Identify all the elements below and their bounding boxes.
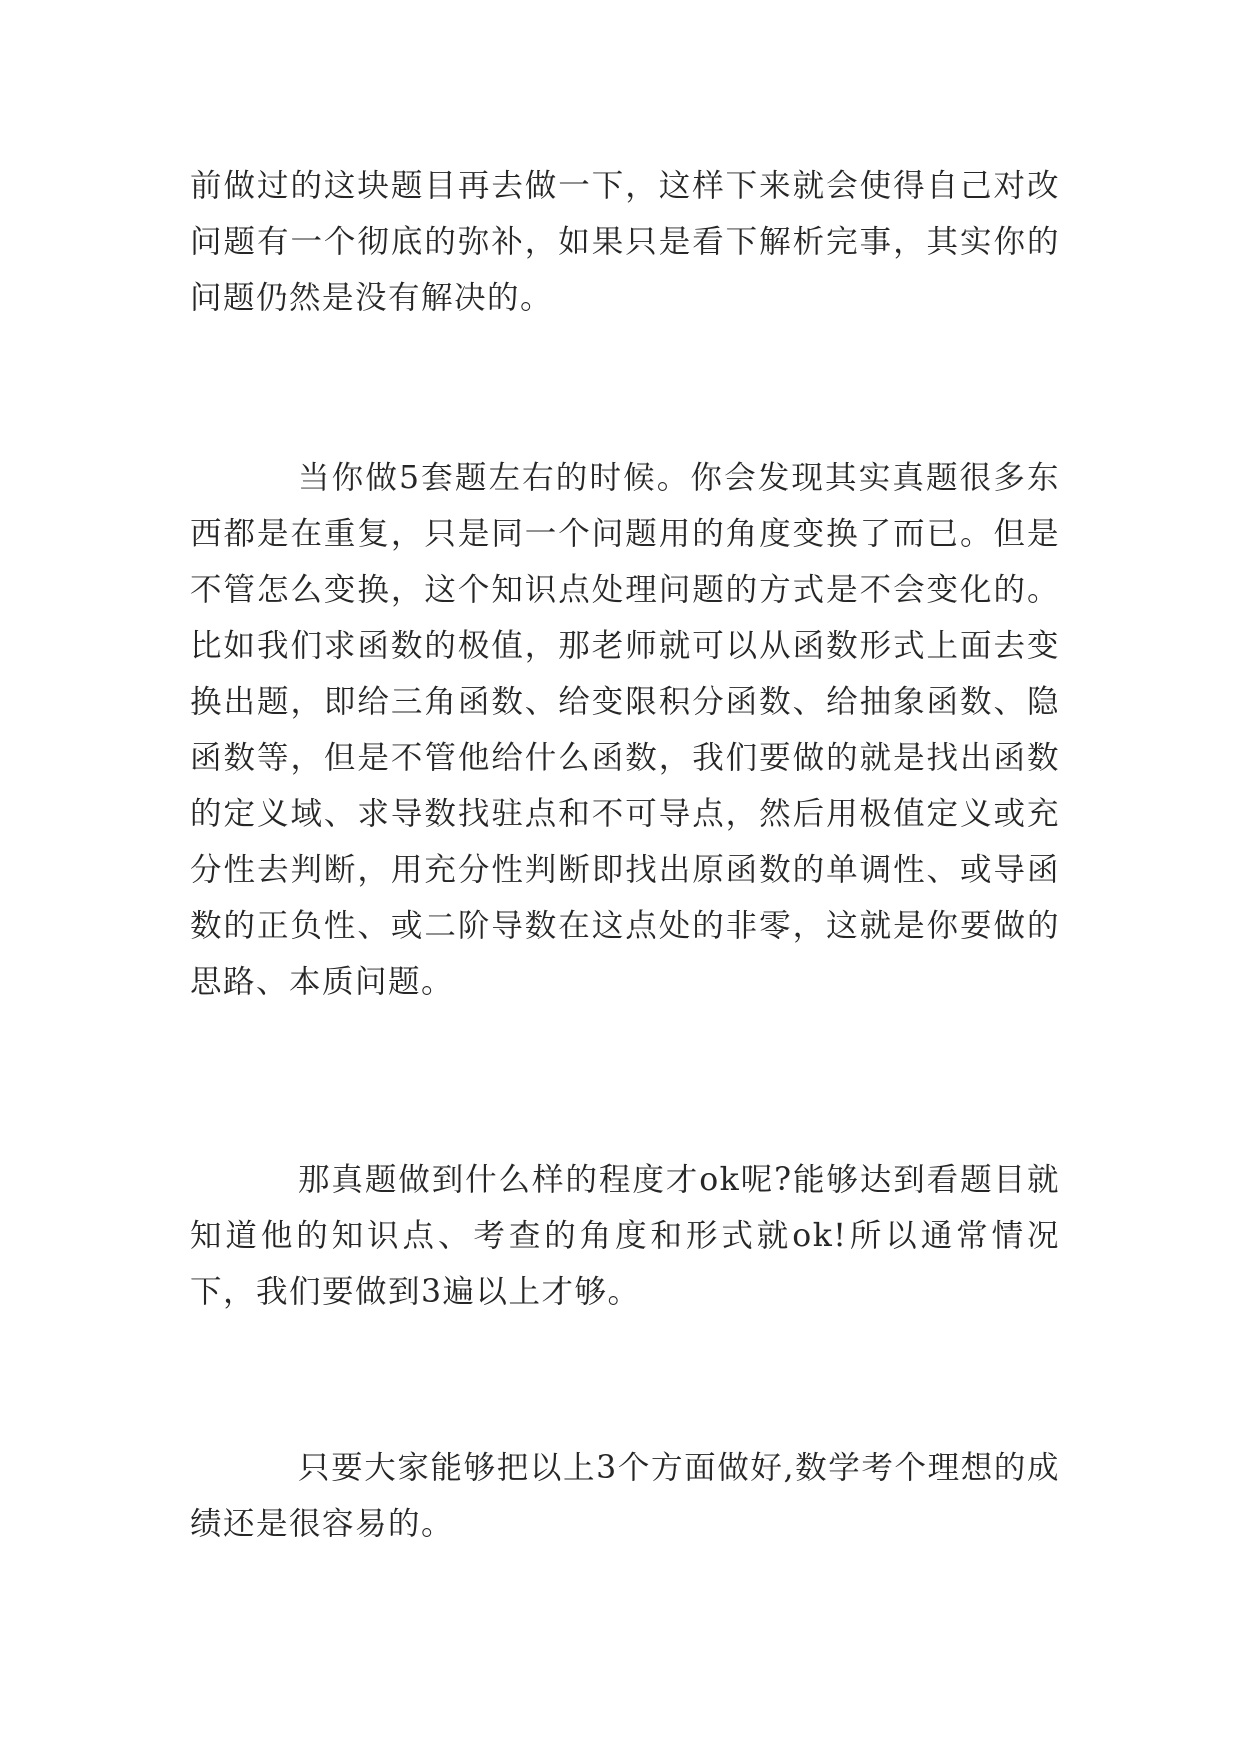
paragraph-practice-goal: 那真题做到什么样的程度才ok呢?能够达到看题目就知道他的知识点、考查的角度和形式就ok!所以通常情况下，我们要做到3遍以上才够。 [190, 1162, 1060, 1310]
paragraph-conclusion: 只要大家能够把以上3个方面做好,数学考个理想的成绩还是很容易的。 [190, 1450, 1060, 1542]
paragraph-continuation: 前做过的这块题目再去做一下，这样下来就会使得自己对改问题有一个彻底的弥补，如果只是看下解析完事，其实你的问题仍然是没有解决的。 [190, 168, 1060, 316]
paragraph-past-exam-practice: 当你做5套题左右的时候。你会发现其实真题很多东西都是在重复，只是同一个问题用的角度变换了而已。但是不管怎么变换，这个知识点处理问题的方式是不会变化的。比如我们求函数的极值，那老师就可以从函数形式上面去变换出题，即给三角函数、给变限积分函数、给抽象函数、隐函数等，但是不管他给什么函数，我们要做的就是找出函数的定义域、求导数找驻点和不可导点，然后用极值定义或充分性去判断，用充分性判断即找出原函数的单调性、或导函数的正负性、或二阶导数在这点处的非零，这就是你要做的思路、本质问题。 [190, 460, 1060, 1000]
